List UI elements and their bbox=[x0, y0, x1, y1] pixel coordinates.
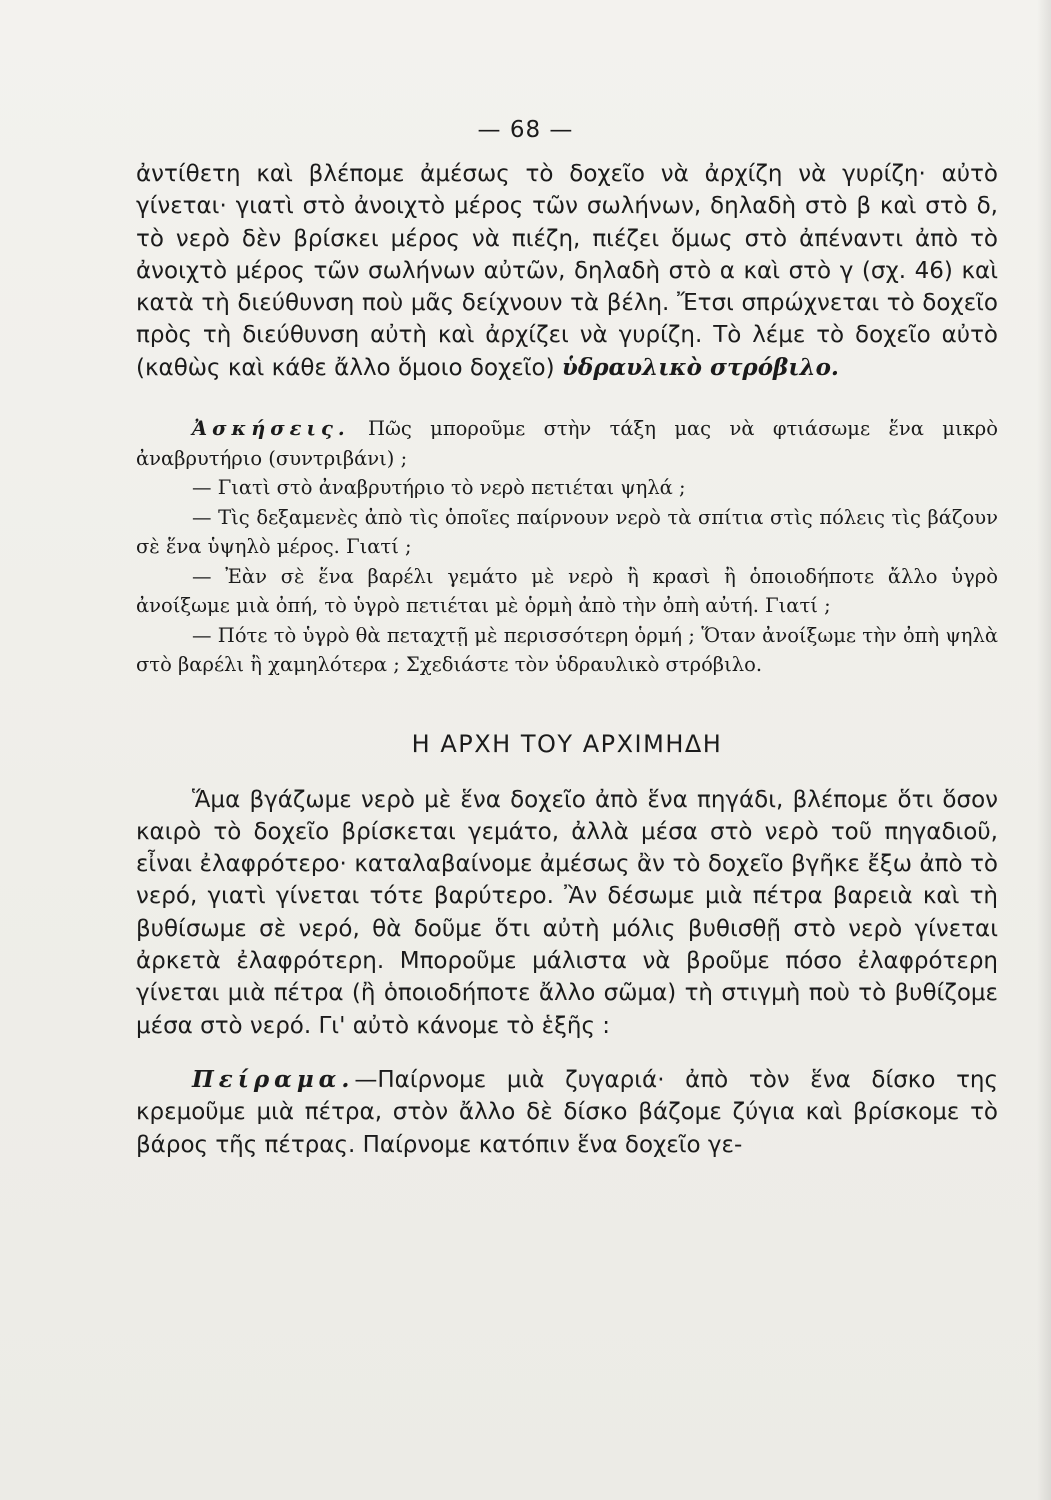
exercise-intro bbox=[136, 414, 998, 473]
exercises-section bbox=[136, 414, 998, 680]
paragraph-1-text: ἀντίθετη καὶ βλέπομε ἀμέσως τὸ δοχεῖο νὰ ἀρχίζη νὰ γυρίζη· αὐτὸ γίνεται· γιατὶ στὸ ἀνοιχτὸ μέρος τῶν σωλήνων, δηλαδὴ στὸ β καὶ στὸ δ, τὸ νερὸ δὲν βρίσκει μέρος νὰ πιέζη, πιέζει ὅμως στὸ ἀπέναντι ἀπὸ τὸ ἀνοιχτὸ μέρος τῶν σωλήνων αὐτῶν, δηλαδὴ στὸ α καὶ στὸ γ (σχ. 46) καὶ κατὰ τὴ διεύθυνση ποὺ μᾶς δείχνουν τὰ βέλη. Ἔτσι σπρώχνεται τὸ δοχεῖο πρὸς τὴ διεύθυνση αὐτὴ καὶ ἀρχίζει νὰ γυρίζη. Τὸ λέμε τὸ δοχεῖο αὐτὸ (καθὼς καὶ κάθε ἄλλο ὅμοιο δοχεῖο) bbox=[136, 161, 998, 381]
page-edge-shadow bbox=[1037, 0, 1051, 1500]
exercises-heading: Ἀσκήσεις. bbox=[192, 417, 350, 441]
term-hydraulic-turbine: ὑδραυλικὸ στρόβιλο. bbox=[561, 353, 839, 381]
section-heading: Η ΑΡΧΗ ΤΟΥ ΑΡΧΙΜΗΔΗ bbox=[411, 729, 723, 758]
page-number: — 68 — bbox=[477, 117, 574, 143]
exercise-item: — Γιατὶ στὸ ἀναβρυτήριο τὸ νερὸ πετιέται ψηλά ; bbox=[192, 476, 686, 500]
page-content bbox=[136, 158, 998, 1161]
exercise-item: — Πότε τὸ ὑγρὸ θὰ πεταχτῇ μὲ περισσότερη ὁρμή ; Ὅταν ἀνοίξωμε τὴν ὀπὴ ψηλὰ στὸ βαρέλι ἢ χαμηλότερα ; Σχεδιάστε τὸν ὑδραυλικὸ στρόβιλο. bbox=[136, 623, 998, 677]
exercise-item: — Τὶς δεξαμενὲς ἀπὸ τὶς ὁποῖες παίρνουν νερὸ τὰ σπίτια στὶς πόλεις τὶς βάζουν σὲ ἕνα ὑψηλὸ μέρος. Γιατί ; bbox=[136, 505, 998, 559]
exercise-item: — Ἐὰν σὲ ἕνα βαρέλι γεμάτο μὲ νερὸ ἢ κρασὶ ἢ ὁποιοδήποτε ἄλλο ὑγρὸ ἀνοίξωμε μιὰ ὀπή, τὸ ὑγρὸ πετιέται μὲ ὁρμὴ ἀπὸ τὴν ὀπὴ αὐτή. Γιατί ; bbox=[136, 564, 998, 618]
exercise-intro-text: Πῶς μποροῦμε στὴν τάξη μας νὰ φτιάσωμε ἕνα μικρὸ ἀναβρυτήριο (συντριβάνι) ; bbox=[136, 417, 998, 470]
experiment-heading: Πείραμα. bbox=[192, 1065, 355, 1093]
paragraph-archimedes: Ἅμα βγάζωμε νερὸ μὲ ἕνα δοχεῖο ἀπὸ ἕνα πηγάδι, βλέπομε ὅτι ὅσον καιρὸ τὸ δοχεῖο βρίσκεται γεμάτο, ἀλλὰ μέσα στὸ νερὸ τοῦ πηγαδιοῦ, εἶναι ἐλαφρότερο· καταλαβαίνομε ἀμέσως ἂν τὸ δοχεῖο βγῆκε ἔξω ἀπὸ τὸ νερό, γιατὶ γίνεται τότε βαρύτερο. Ἂν δέσωμε μιὰ πέτρα βαρειὰ καὶ τὴ βυθίσωμε σὲ νερό, θὰ δοῦμε ὅτι αὐτὴ μόλις βυθισθῇ στὸ νερὸ γίνεται ἀρκετὰ ἐλαφρότερη. Μποροῦμε μάλιστα νὰ βροῦμε πόσο ἐλαφρότερη γίνεται μιὰ πέτρα (ἢ ὁποιοδήποτε ἄλλο σῶμα) τὴ στιγμὴ ποὺ τὸ βυθίζομε μέσα στὸ νερό. Γι' αὐτὸ κάνομε τὸ ἑξῆς : bbox=[136, 786, 998, 1039]
experiment-text: —Παίρνομε μιὰ ζυγαριά· ἀπὸ τὸν ἕνα δίσκο της κρεμοῦμε μιὰ πέτρα, στὸν ἄλλο δὲ δίσκο βάζομε ζύγια καὶ βρίσκομε τὸ βάρος τῆς πέτρας. Παίρνομε κατόπιν ἕνα δοχεῖο γε- bbox=[136, 1066, 998, 1158]
experiment-paragraph bbox=[136, 1064, 998, 1161]
paragraph-hydraulic-turbine bbox=[136, 158, 998, 384]
